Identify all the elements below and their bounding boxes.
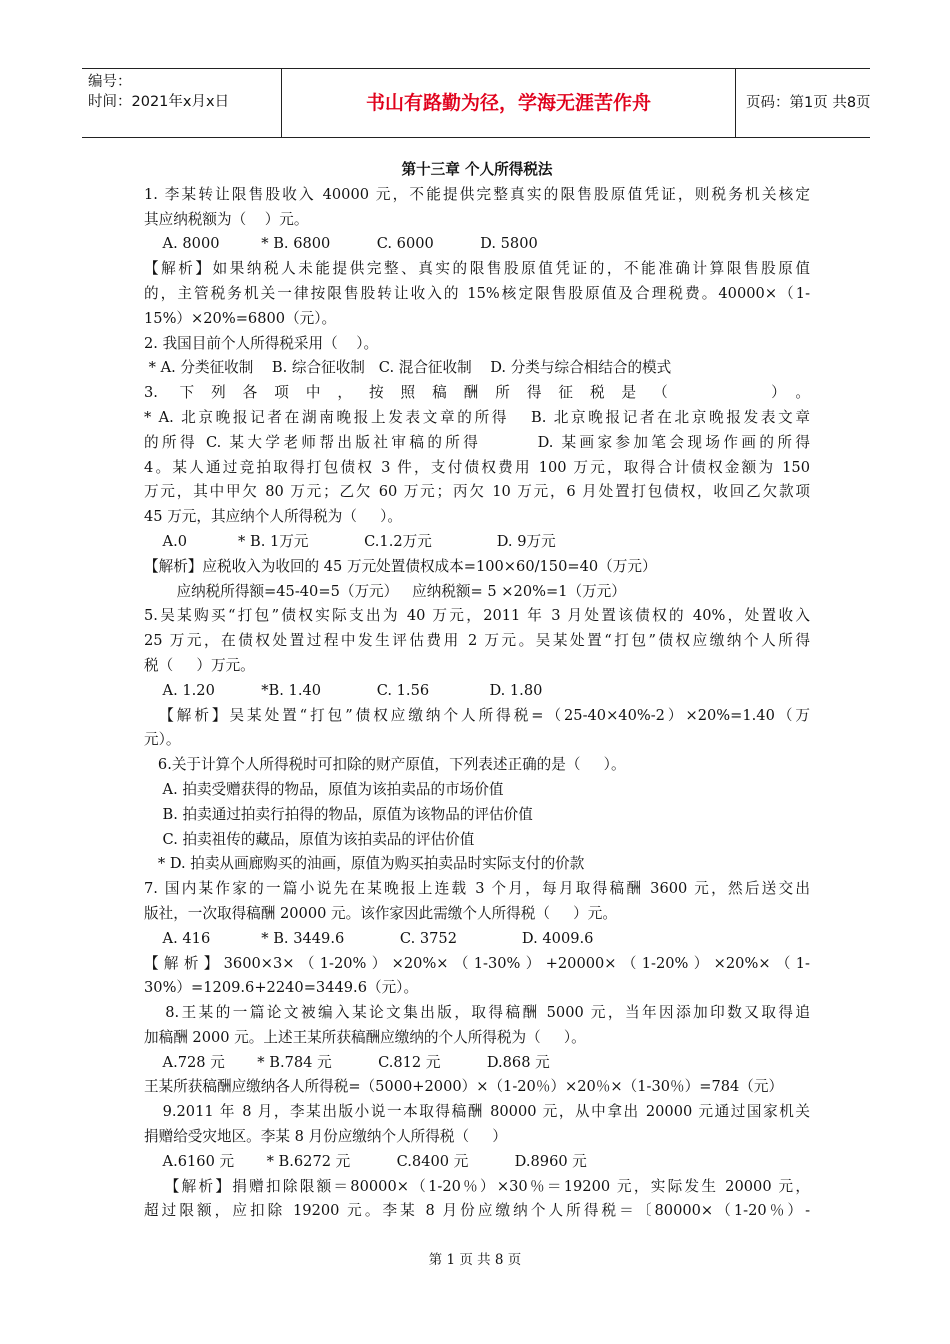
text-line: 6.关于计算个人所得税时可扣除的财产原值，下列表述正确的是（ ）。: [144, 756, 626, 774]
text-line: 8.王某的一篇论文被编入某论文集出版，取得稿酬 5000 元，当年因添加印数又取得追: [144, 1004, 810, 1022]
text-line: 30%）=1209.6+2240=3449.6（元）。: [144, 979, 419, 997]
text-line: * A. 北京晚报记者在湖南晚报上发表文章的所得 B. 北京晚报记者在北京晚报发表文章: [144, 408, 810, 426]
text-line: 45 万元，其应纳个人所得税为（ ）。: [144, 508, 403, 526]
text-line: 【解析】吴某处置“打包”债权应缴纳个人所得税=（25-40×40%-2）×20%=1.40（万: [144, 706, 810, 724]
text-line: 【解析】捐赠扣除限额＝80000×（1-20％）×30％＝19200 元，实际发生 20000 元，: [144, 1177, 810, 1195]
text-line: * A. 分类征收制 B. 综合征收制 C. 混合征收制 D. 分类与综合相结合的模式: [144, 359, 672, 377]
text-line: 7. 国内某作家的一篇小说先在某晚报上连载 3 个月，每月取得稿酬 3600 元，然后送交出: [144, 880, 810, 898]
text-line: 【解析】3600×3×（1-20%）×20%×（1-30%）+20000×（1-20%）×20%×（1-: [144, 954, 810, 972]
text-line: 税（ ）万元。: [144, 656, 255, 674]
text-line: 元）。: [144, 731, 181, 749]
header-motto: 书山有路勤为径，学海无涯苦作舟: [282, 69, 736, 137]
text-line: 的，主管税务机关一律按限售股转让收入的 15%核定限售股原值及合理税费。40000×（1-: [144, 284, 810, 302]
body-lines: [144, 183, 810, 1224]
header-page-label: 页码：第1页 共8页: [746, 95, 871, 111]
text-line: 2. 我国目前个人所得税采用（ ）。: [144, 334, 379, 352]
text-line: B. 拍卖通过拍卖行拍得的物品，原值为该物品的评估价值: [144, 805, 533, 823]
document-body: [144, 158, 810, 1224]
header-meta: [82, 69, 282, 137]
text-line: 5.吴某购买“打包”债权实际支出为 40 万元，2011 年 3 月处置该债权的 40%，处置收入: [144, 607, 810, 625]
text-line: * D. 拍卖从画廊购买的油画，原值为购买拍卖品时实际支付的价款: [144, 855, 585, 873]
text-line: 【解析】应税收入为收回的 45 万元处置债权成本=100×60/150=40（万元）: [144, 557, 657, 575]
text-line: 25 万元，在债权处置过程中发生评估费用 2 万元。吴某处置“打包”债权应缴纳个人所得: [144, 632, 810, 650]
text-line: 超过限额，应扣除 19200 元。李某 8 月份应缴纳个人所得税＝〔80000×（1-20％）-: [144, 1202, 810, 1220]
text-line: 万元，其中甲欠 80 万元；乙欠 60 万元；丙欠 10 万元，6 月处置打包债权，收回乙欠款项: [144, 483, 810, 501]
text-line: 9.2011 年 8 月，李某出版小说一本取得稿酬 80000 元，从中拿出 20000 元通过国家机关: [144, 1103, 810, 1121]
text-line: A.728 元 * B.784 元 C.812 元 D.868 元: [144, 1053, 550, 1071]
text-line: A.0 * B. 1万元 C.1.2万元 D. 9万元: [144, 532, 556, 550]
document-number-label: 编号：: [88, 74, 132, 90]
text-line: 王某所获稿酬应缴纳各人所得税=（5000+2000）×（1-20％）×20％×（1-30％）=784（元）: [144, 1078, 784, 1096]
text-line: A. 416 * B. 3449.6 C. 3752 D. 4009.6: [144, 929, 594, 947]
text-line: 捐赠给受灾地区。李某 8 月份应缴纳个人所得税（ ）: [144, 1128, 507, 1146]
chapter-title: 第十三章 个人所得税法: [401, 161, 553, 178]
text-line: 其应纳税额为（ ）元。: [144, 210, 309, 228]
text-line: 15%）×20%=6800（元）。: [144, 309, 337, 327]
text-line: A. 8000 * B. 6800 C. 6000 D. 5800: [144, 235, 538, 253]
text-line: 1. 李某转让限售股收入 40000 元，不能提供完整真实的限售股原值凭证，则税务机关核定: [144, 185, 810, 203]
text-line: 的所得 C. 某大学老师帮出版社审稿的所得 D. 某画家参加笔会现场作画的所得: [144, 433, 810, 451]
text-line: A. 拍卖受赠获得的物品，原值为该拍卖品的市场价值: [144, 780, 504, 798]
text-line: 【解析】如果纳税人未能提供完整、真实的限售股原值凭证的，不能准确计算限售股原值: [144, 260, 810, 278]
text-line: A.6160 元 * B.6272 元 C.8400 元 D.8960 元: [144, 1152, 587, 1170]
page-header: [82, 68, 870, 138]
page-footer: 第 1 页 共 8 页: [428, 1252, 522, 1268]
text-line: 应纳税所得额=45-40=5（万元） 应纳税额= 5 ×20%=1（万元）: [144, 582, 626, 600]
text-line: C. 拍卖祖传的藏品，原值为该拍卖品的评估价值: [144, 830, 475, 848]
document-date-label: 时间：2021年x月x日: [88, 94, 230, 110]
text-line: 加稿酬 2000 元。上述王某所获稿酬应缴纳的个人所得税为（ ）。: [144, 1028, 586, 1046]
text-line: 4。某人通过竞拍取得打包债权 3 件，支付债权费用 100 万元，取得合计债权金额为 150: [144, 458, 810, 476]
text-line: A. 1.20 *B. 1.40 C. 1.56 D. 1.80: [144, 681, 543, 699]
text-line: 版社，一次取得稿酬 20000 元。该作家因此需缴个人所得税（ ）元。: [144, 904, 617, 922]
text-line: 3. 下列各项中，按照稿酬所得征税是（ ）。: [144, 384, 810, 402]
